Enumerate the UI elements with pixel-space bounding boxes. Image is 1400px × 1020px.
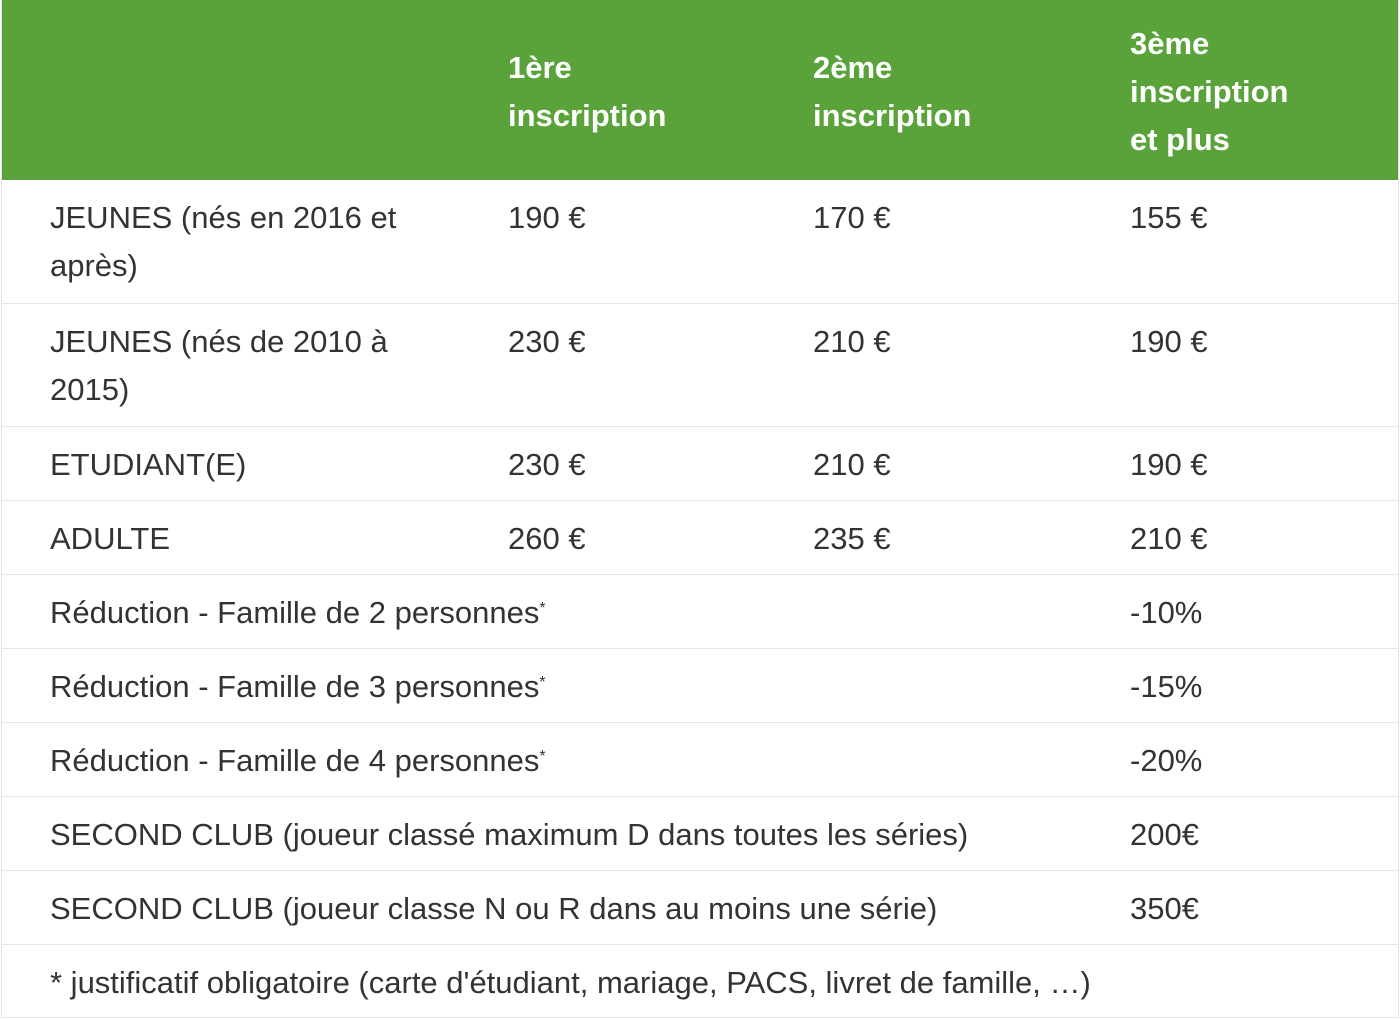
header-second-registration: 2ème inscription — [813, 50, 972, 133]
price-third: 190 € — [1130, 447, 1208, 482]
second-club-value: 200€ — [1130, 817, 1199, 852]
reduction-value: -10% — [1130, 595, 1203, 630]
reduction-label — [50, 737, 546, 785]
reduction-label — [50, 589, 546, 637]
reduction-text: Réduction - Famille de 3 personnes — [50, 669, 540, 704]
row-label: ADULTE — [50, 521, 171, 556]
reduction-text: Réduction - Famille de 4 personnes — [50, 743, 540, 778]
table-row — [2, 180, 1398, 303]
price-first: 230 € — [508, 324, 586, 359]
price-first: 230 € — [508, 447, 586, 482]
price-second: 210 € — [813, 324, 891, 359]
table-row — [2, 426, 1398, 500]
header-third-registration: 3ème inscription et plus — [1130, 26, 1289, 157]
price-second: 170 € — [813, 200, 891, 235]
price-third: 210 € — [1130, 521, 1208, 556]
footnote-row — [2, 944, 1398, 1017]
table-row — [2, 648, 1398, 722]
table-row — [2, 500, 1398, 574]
table-row — [2, 870, 1398, 944]
footnote-mark: * — [539, 600, 546, 617]
row-label: ETUDIANT(E) — [50, 447, 247, 482]
row-label: JEUNES (nés en 2016 et après) — [50, 200, 397, 283]
reduction-value: -20% — [1130, 743, 1203, 778]
second-club-value: 350€ — [1130, 891, 1199, 926]
header-first-registration: 1ère inscription — [508, 50, 667, 133]
table-row — [2, 796, 1398, 870]
price-first: 260 € — [508, 521, 586, 556]
second-club-label: SECOND CLUB (joueur classé maximum D dans toutes les séries) — [50, 817, 969, 852]
reduction-text: Réduction - Famille de 2 personnes — [50, 595, 540, 630]
reduction-value: -15% — [1130, 669, 1203, 704]
price-third: 190 € — [1130, 324, 1208, 359]
table-row — [2, 722, 1398, 796]
table-header — [2, 0, 1398, 180]
price-third: 155 € — [1130, 200, 1208, 235]
price-first: 190 € — [508, 200, 586, 235]
second-club-label: SECOND CLUB (joueur classe N ou R dans au moins une série) — [50, 891, 938, 926]
price-second: 235 € — [813, 521, 891, 556]
table-row — [2, 574, 1398, 648]
pricing-table — [1, 0, 1399, 1018]
footnote-mark: * — [539, 748, 546, 765]
footnote-mark: * — [539, 674, 546, 691]
price-second: 210 € — [813, 447, 891, 482]
table-row — [2, 303, 1398, 426]
footnote: * justificatif obligatoire (carte d'étudiant, mariage, PACS, livret de famille, …) — [50, 965, 1091, 1000]
row-label: JEUNES (nés de 2010 à 2015) — [50, 324, 388, 407]
reduction-label — [50, 663, 546, 711]
